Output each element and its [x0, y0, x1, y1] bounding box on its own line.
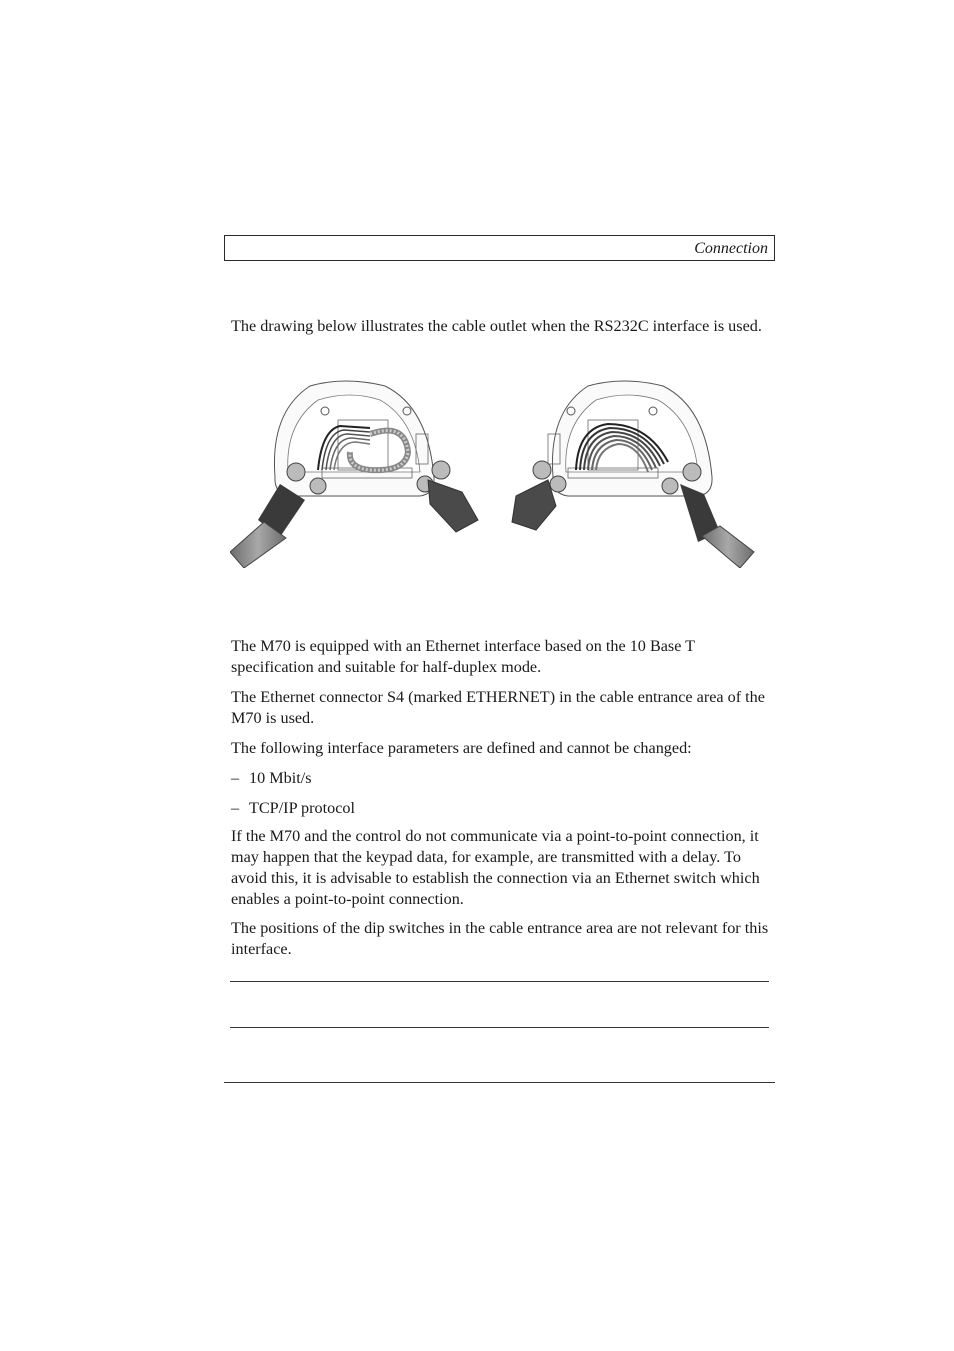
ethernet-paragraph-2: The Ethernet connector S4 (marked ETHERNET) in the cable entrance area of the M70 is used.	[231, 688, 765, 727]
bullet-text: 10 Mbit/s	[249, 769, 312, 787]
divider-rule	[230, 1027, 769, 1028]
bullet-dash: –	[231, 769, 240, 787]
bullet-dash: –	[231, 799, 240, 817]
divider-rule	[230, 981, 769, 982]
footer-rule	[224, 1082, 775, 1083]
running-header	[224, 235, 775, 261]
cable-outlet-figure	[230, 372, 760, 568]
ethernet-paragraph-1: The M70 is equipped with an Ethernet interface based on the 10 Base T specification and suitable for half-duplex mode.	[231, 637, 695, 676]
ethernet-paragraph-4: If the M70 and the control do not communicate via a point-to-point connection, it may happen that the keypad data, for example, are transmitted with a delay. To avoid this, it is advisable to establish the connection via an Ethernet switch which enables a point-to-point connection.	[231, 827, 760, 908]
intro-paragraph: The drawing below illustrates the cable outlet when the RS232C interface is used.	[231, 317, 762, 335]
right-device-drawing	[512, 381, 754, 568]
ethernet-paragraph-3: The following interface parameters are defined and cannot be changed:	[231, 739, 692, 757]
left-device-drawing	[230, 381, 478, 568]
ethernet-paragraph-5: The positions of the dip switches in the cable entrance area are not relevant for this interface.	[231, 919, 769, 958]
bullet-item	[231, 798, 776, 819]
header-title: Connection	[694, 240, 768, 257]
bullet-item	[231, 768, 776, 789]
bullet-text: TCP/IP protocol	[249, 799, 355, 817]
